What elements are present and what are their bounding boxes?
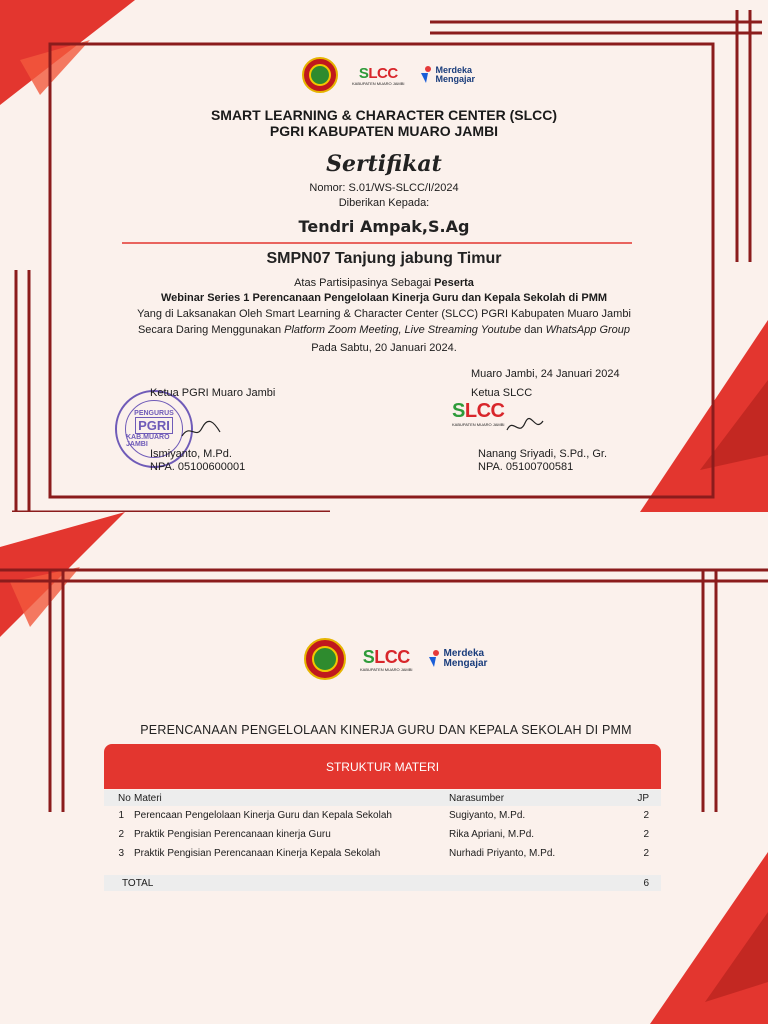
merdeka-mengajar-logo: Merdeka Mengajar bbox=[427, 649, 488, 669]
left-signer-role: Ketua PGRI Muaro Jambi bbox=[150, 387, 276, 399]
merdeka-mengajar-logo: Merdeka Mengajar bbox=[419, 65, 476, 85]
org-heading: SMART LEARNING & CHARACTER CENTER (SLCC) PGRI KABUPATEN MUARO JAMBI bbox=[210, 107, 558, 139]
table-row: 3 Praktik Pengisian Perencanaan Kinerja Kepala Sekolah Nurhadi Priyanto, M.Pd. 2 bbox=[118, 848, 649, 859]
syllabus-topic: PERENCANAAN PENGELOLAAN KINERJA GURU DAN KEPALA SEKOLAH DI PMM bbox=[140, 723, 632, 737]
table-row: 1 Perencaan Pengelolaan Kinerja Guru dan Kepala Sekolah Sugiyanto, M.Pd. 2 bbox=[118, 810, 649, 821]
left-signer-npa: NPA. 05100600001 bbox=[150, 461, 246, 473]
slcc-stamp-logo: SLCC KABUPATEN MUARO JAMBI bbox=[452, 400, 505, 427]
given-to-label: Diberikan Kepada: bbox=[338, 197, 430, 209]
pgri-logo-icon bbox=[304, 638, 346, 680]
description-line-2: Secara Daring Menggunakan Platform Zoom Meeting, Live Streaming Youtube dan WhatsApp Group bbox=[137, 324, 631, 336]
event-title: Webinar Series 1 Perencanaan Pengelolaan Kinerja Guru dan Kepala Sekolah di PMM bbox=[160, 292, 608, 304]
left-signer-name: Ismiyanto, M.Pd. bbox=[150, 448, 232, 460]
col-jp: JP bbox=[637, 792, 649, 804]
merdeka-mengajar-icon bbox=[419, 65, 433, 85]
certificate-number: Nomor: S.01/WS-SLCC/I/2024 bbox=[309, 182, 459, 194]
description-line-3: Pada Sabtu, 20 Januari 2024. bbox=[311, 342, 457, 354]
place-date: Muaro Jambi, 24 Januari 2024 bbox=[471, 368, 620, 380]
materials-table bbox=[104, 744, 661, 891]
participation-line: Atas Partisipasinya Sebagai Peserta bbox=[294, 277, 474, 289]
recipient-name: Tendri Ampak,S.Ag bbox=[298, 217, 470, 236]
slcc-logo: SLCC KABUPATEN MUARO JAMBI bbox=[352, 64, 405, 86]
right-signer-npa: NPA. 05100700581 bbox=[478, 461, 574, 473]
table-title: STRUKTUR MATERI bbox=[104, 744, 661, 789]
merdeka-mengajar-icon bbox=[427, 649, 441, 669]
total-value: 6 bbox=[643, 877, 649, 889]
slcc-logo: SLCC KABUPATEN MUARO JAMBI bbox=[360, 646, 413, 672]
header-logos bbox=[302, 57, 475, 93]
school-name: SMPN07 Tanjung jabung Timur bbox=[266, 250, 502, 267]
total-label: TOTAL bbox=[122, 877, 154, 889]
description-line-1: Yang di Laksanakan Oleh Smart Learning & Character Center (SLCC) PGRI Kabupaten Muaro Jambi bbox=[137, 308, 631, 320]
table-header-row bbox=[104, 790, 661, 806]
pgri-stamp: PENGURUS PGRI KAB.MUARO JAMBI bbox=[115, 390, 193, 468]
table-row: 2 Praktik Pengisian Perencanaan kinerja Guru Rika Apriani, M.Pd. 2 bbox=[118, 829, 649, 840]
certificate-title: Sertifikat bbox=[326, 151, 442, 177]
col-materi: Materi bbox=[134, 792, 162, 804]
table-total-row bbox=[104, 875, 661, 891]
syllabus-page bbox=[0, 512, 768, 1024]
col-no: No bbox=[118, 792, 131, 804]
col-narasumber: Narasumber bbox=[449, 792, 505, 804]
syllabus-header-logos bbox=[304, 638, 487, 680]
right-signature bbox=[505, 415, 545, 440]
pgri-logo-icon bbox=[302, 57, 338, 93]
left-signature bbox=[180, 418, 225, 443]
right-signer-name: Nanang Sriyadi, S.Pd., Gr. bbox=[478, 448, 608, 460]
right-signer-role: Ketua SLCC bbox=[471, 387, 533, 399]
